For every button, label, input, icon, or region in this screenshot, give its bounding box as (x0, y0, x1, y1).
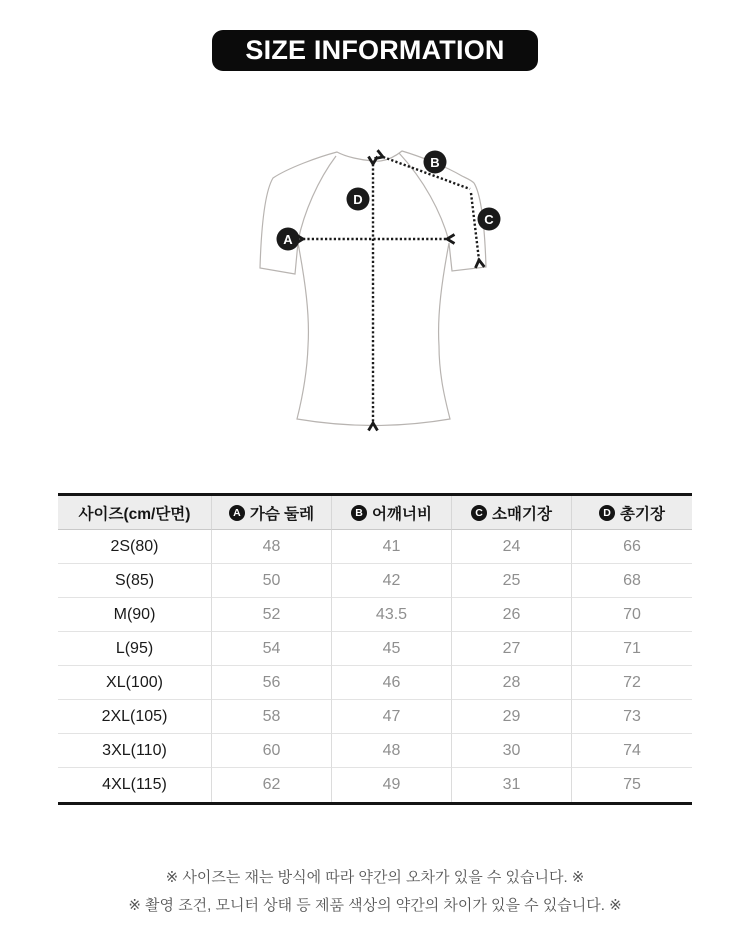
size-value: 25 (452, 564, 572, 598)
column-header-label: 소매기장 (492, 505, 552, 523)
column-header-label: 어깨너비 (372, 505, 432, 523)
size-label: 2XL(105) (58, 700, 212, 734)
size-value: 42 (332, 564, 452, 598)
arrow-C-sleeve (471, 193, 479, 260)
size-value: 48 (212, 530, 332, 564)
column-header-3 (452, 496, 572, 530)
size-value: 66 (572, 530, 692, 564)
size-label: XL(100) (58, 666, 212, 700)
table-row (58, 666, 692, 700)
size-value: 26 (452, 598, 572, 632)
size-table-header (58, 496, 692, 530)
table-row (58, 700, 692, 734)
size-value: 75 (623, 776, 641, 793)
badge-C-letter: C (484, 211, 494, 227)
table-row (58, 530, 692, 564)
column-header-2 (332, 496, 452, 530)
badge-A-letter: A (283, 231, 293, 247)
size-value: 41 (332, 530, 452, 564)
size-value: 70 (572, 598, 692, 632)
size-value: 27 (452, 632, 572, 666)
tshirt-measurement-diagram (235, 133, 505, 445)
size-value: 68 (572, 564, 692, 598)
size-value: 72 (572, 666, 692, 700)
size-value: 60 (212, 734, 332, 768)
column-header-label: 가슴 둘레 (249, 505, 315, 523)
left-raglan-seam (298, 156, 336, 241)
size-value: 29 (452, 700, 572, 734)
size-value: 31 (452, 768, 572, 802)
column-header-label: 사이즈(cm/단면) (78, 505, 191, 523)
size-value: 30 (452, 734, 572, 768)
size-value: 48 (332, 734, 452, 768)
column-badge-c-icon: C (471, 505, 487, 521)
table-row (58, 564, 692, 598)
column-header-1 (212, 496, 332, 530)
size-value: 71 (572, 632, 692, 666)
footnote-line-2: ※ 촬영 조건, 모니터 상태 등 제품 색상의 약간의 차이가 있을 수 있습니다. ※ (128, 897, 622, 914)
table-row (58, 734, 692, 768)
column-header-0 (58, 496, 212, 530)
size-label: L(95) (58, 632, 212, 666)
page-title: SIZE INFORMATION (212, 30, 538, 71)
column-badge-a-icon: A (229, 505, 245, 521)
size-value: 49 (332, 768, 452, 802)
size-value: 56 (212, 666, 332, 700)
size-value: 74 (572, 734, 692, 768)
size-label: 2S(80) (58, 530, 212, 564)
size-value: 54 (212, 632, 332, 666)
size-value: 58 (212, 700, 332, 734)
size-value: 43.5 (332, 598, 452, 632)
column-badge-b-icon: B (351, 505, 367, 521)
badge-D-letter: D (353, 191, 363, 207)
tshirt-diagram-svg (235, 133, 505, 445)
column-header-4 (572, 496, 692, 530)
size-value: 52 (212, 598, 332, 632)
size-table-body (58, 530, 692, 802)
column-header-label: 총기장 (620, 505, 665, 523)
size-table (58, 493, 692, 805)
size-value: 28 (452, 666, 572, 700)
size-value: 45 (332, 632, 452, 666)
table-row (58, 768, 692, 802)
size-value: 24 (452, 530, 572, 564)
size-value: 47 (332, 700, 452, 734)
size-label: 3XL(110) (58, 734, 212, 768)
size-value: 73 (572, 700, 692, 734)
size-label: 4XL(115) (58, 768, 212, 802)
size-value: 50 (212, 564, 332, 598)
size-value: 62 (212, 768, 332, 802)
size-label: M(90) (58, 598, 212, 632)
footnotes (0, 864, 750, 920)
column-badge-d-icon: D (599, 505, 615, 521)
diagram-letter-badges (277, 151, 501, 251)
size-value: 46 (332, 666, 452, 700)
table-row (58, 598, 692, 632)
table-row (58, 632, 692, 666)
footnote-line-1: ※ 사이즈는 재는 방식에 따라 약간의 오차가 있을 수 있습니다. ※ (165, 869, 585, 886)
size-label: S(85) (58, 564, 212, 598)
badge-B-letter: B (430, 154, 440, 170)
